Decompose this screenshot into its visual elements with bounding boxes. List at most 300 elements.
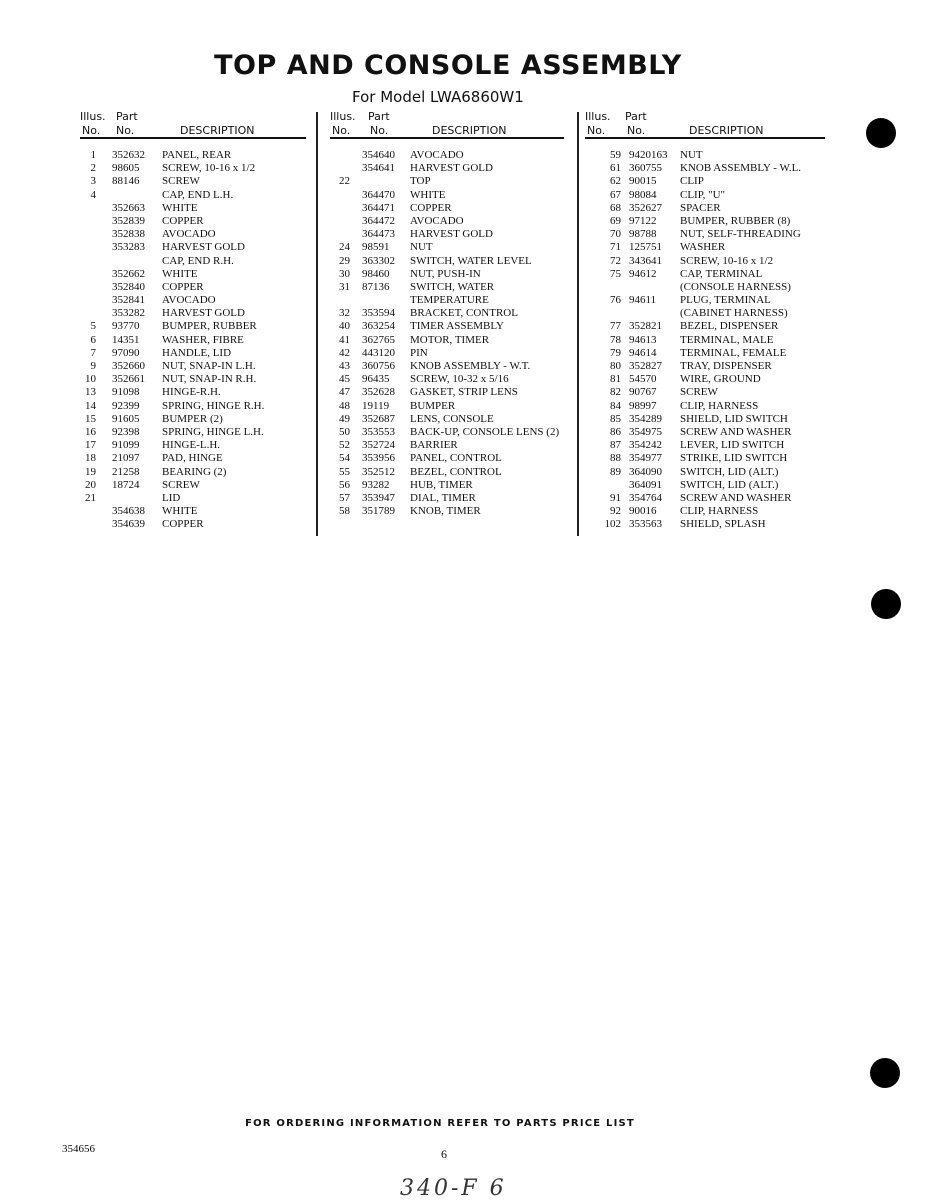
part-description: PAD, HINGE	[162, 452, 223, 465]
illus-number: 42	[339, 346, 350, 359]
part-row	[330, 189, 564, 202]
part-row	[330, 320, 564, 333]
part-row	[585, 294, 825, 307]
part-number: 443120	[362, 346, 395, 359]
illus-number: 76	[610, 294, 621, 307]
part-number: 351789	[362, 505, 395, 518]
part-row	[585, 400, 825, 413]
part-description: HANDLE, LID	[162, 346, 232, 359]
part-number: 18724	[112, 478, 140, 491]
column-divider	[316, 112, 318, 536]
part-row	[80, 386, 306, 399]
illus-number: 13	[85, 386, 96, 399]
parts-list	[330, 149, 564, 518]
part-row	[585, 149, 825, 162]
part-number: 14351	[112, 333, 140, 346]
part-row	[80, 215, 306, 228]
column-header	[585, 108, 825, 140]
part-description: SWITCH, WATER LEVEL	[410, 254, 532, 267]
illus-number: 89	[610, 465, 621, 478]
illus-number: 10	[85, 373, 96, 386]
illus-number: 80	[610, 360, 621, 372]
part-row	[330, 492, 564, 505]
illus-number: 52	[339, 439, 350, 452]
header-illus-label: Illus.	[585, 110, 611, 123]
part-number: 54570	[629, 373, 657, 386]
part-description: CAP, END L.H.	[162, 188, 234, 201]
illus-number: 21	[85, 491, 96, 504]
part-description: SPACER	[680, 201, 721, 214]
part-row	[585, 241, 825, 254]
part-description: LEVER, LID SWITCH	[680, 439, 785, 452]
part-number: 364091	[629, 478, 662, 491]
illus-number: 68	[610, 201, 621, 214]
part-description: COPPER	[162, 280, 204, 293]
part-row	[585, 452, 825, 465]
part-row	[80, 452, 306, 465]
part-description: TERMINAL, FEMALE	[680, 346, 787, 359]
part-row	[330, 281, 564, 294]
part-number: 343641	[629, 254, 662, 267]
part-number: 364470	[362, 188, 395, 201]
part-number: 21097	[112, 452, 140, 465]
part-description: TEMPERATURE	[410, 294, 489, 307]
illus-number: 14	[85, 399, 96, 412]
part-number: 354764	[629, 491, 662, 504]
part-number: 353594	[362, 307, 395, 320]
part-description: SCREW	[680, 386, 718, 399]
illus-number: 92	[610, 505, 621, 518]
part-number: 353553	[362, 425, 395, 438]
part-number: 96435	[362, 373, 390, 386]
part-number: 98460	[362, 267, 390, 280]
part-number: 94612	[629, 267, 657, 280]
part-row	[80, 320, 306, 333]
illus-number: 18	[85, 452, 96, 465]
part-row	[585, 518, 825, 531]
part-number: 91098	[112, 386, 140, 399]
part-number: 93282	[362, 478, 390, 491]
part-number: 352724	[362, 439, 395, 452]
part-description: HARVEST GOLD	[162, 307, 245, 320]
part-row	[80, 255, 306, 268]
header-part-no-label: No.	[116, 124, 135, 137]
part-row	[80, 241, 306, 254]
part-row	[585, 492, 825, 505]
illus-number: 24	[339, 241, 350, 254]
part-number: 352663	[112, 201, 145, 214]
part-description: AVOCADO	[410, 214, 464, 227]
illus-number: 22	[339, 175, 350, 188]
header-illus-label: Illus.	[80, 110, 106, 123]
part-row	[330, 215, 564, 228]
part-description: SCREW AND WASHER	[680, 491, 792, 504]
part-description: SWITCH, LID (ALT.)	[680, 478, 779, 491]
part-description: WHITE	[410, 188, 446, 201]
part-row	[585, 215, 825, 228]
header-part-label: Part	[368, 110, 390, 123]
part-row	[80, 307, 306, 320]
ordering-note: FOR ORDERING INFORMATION REFER TO PARTS PRICE LIST	[245, 1118, 635, 1129]
part-row	[585, 189, 825, 202]
part-description: PLUG, TERMINAL	[680, 294, 771, 307]
part-row	[80, 347, 306, 360]
part-row	[330, 505, 564, 518]
part-row	[585, 307, 825, 320]
illus-number: 20	[85, 478, 96, 491]
parts-list	[585, 149, 825, 531]
part-row	[585, 320, 825, 333]
binder-hole	[871, 589, 901, 619]
part-row	[80, 413, 306, 426]
part-row	[330, 413, 564, 426]
part-row	[585, 413, 825, 426]
part-number: 98997	[629, 399, 657, 412]
part-description: HARVEST GOLD	[410, 162, 493, 175]
parts-column-3	[585, 108, 825, 531]
part-description: BARRIER	[410, 439, 458, 452]
illus-number: 49	[339, 412, 350, 425]
illus-number: 91	[610, 491, 621, 504]
part-description: TIMER ASSEMBLY	[410, 320, 504, 333]
part-description: LENS, CONSOLE	[410, 412, 494, 425]
part-number: 363302	[362, 254, 395, 267]
illus-number: 69	[610, 214, 621, 227]
header-part-no-label: No.	[627, 124, 646, 137]
header-part-label: Part	[116, 110, 138, 123]
part-number: 352821	[629, 320, 662, 333]
part-description: AVOCADO	[162, 294, 216, 307]
part-number: 94613	[629, 333, 657, 346]
illus-number: 75	[610, 267, 621, 280]
part-number: 92399	[112, 399, 140, 412]
part-row	[80, 466, 306, 479]
part-description: COPPER	[410, 201, 452, 214]
part-description: SHIELD, SPLASH	[680, 518, 766, 531]
part-description: KNOB ASSEMBLY - W.T.	[410, 360, 531, 372]
parts-list	[80, 149, 306, 531]
part-number: 21258	[112, 465, 140, 478]
illus-number: 19	[85, 465, 96, 478]
binder-hole	[866, 118, 896, 148]
part-row	[330, 294, 564, 307]
part-description: WHITE	[162, 267, 198, 280]
part-row	[80, 360, 306, 373]
part-row	[330, 175, 564, 188]
part-row	[330, 347, 564, 360]
illus-number: 50	[339, 425, 350, 438]
part-row	[330, 255, 564, 268]
part-row	[585, 281, 825, 294]
column-header	[330, 108, 564, 140]
part-description: NUT, SNAP-IN R.H.	[162, 373, 257, 386]
part-description: WASHER	[680, 241, 726, 254]
part-description: SCREW, 10-32 x 5/16	[410, 373, 509, 386]
page-number: 6	[441, 1147, 447, 1161]
part-number: 19119	[362, 399, 390, 412]
illus-number: 55	[339, 465, 350, 478]
part-description: HARVEST GOLD	[162, 241, 245, 254]
part-number: 125751	[629, 241, 662, 254]
part-description: COPPER	[162, 518, 204, 531]
part-number: 91099	[112, 439, 140, 452]
part-number: 363254	[362, 320, 395, 333]
part-description: GASKET, STRIP LENS	[410, 386, 518, 399]
part-row	[330, 466, 564, 479]
part-number: 354289	[629, 412, 662, 425]
illus-number: 84	[610, 399, 621, 412]
part-description: SCREW	[162, 478, 200, 491]
part-row	[585, 202, 825, 215]
illus-number: 78	[610, 333, 621, 346]
part-number: 360756	[362, 360, 395, 372]
header-illus-no-label: No.	[332, 124, 351, 137]
part-number: 88146	[112, 175, 140, 188]
illus-number: 4	[90, 188, 96, 201]
part-description: WIRE, GROUND	[680, 373, 761, 386]
part-description: CLIP, HARNESS	[680, 399, 759, 412]
part-row	[330, 268, 564, 281]
illus-number: 9	[90, 360, 96, 372]
part-number: 354640	[362, 149, 395, 161]
header-illus-no-label: No.	[587, 124, 606, 137]
model-subtitle: For Model LWA6860W1	[352, 88, 524, 106]
illus-number: 6	[90, 333, 96, 346]
part-row	[330, 373, 564, 386]
illus-number: 15	[85, 412, 96, 425]
part-number: 98084	[629, 188, 657, 201]
part-description: SCREW, 10-16 x 1/2	[680, 254, 774, 267]
part-row	[80, 149, 306, 162]
part-description: HUB, TIMER	[410, 478, 473, 491]
illus-number: 31	[339, 280, 350, 293]
part-number: 364473	[362, 228, 395, 241]
part-row	[330, 162, 564, 175]
part-description: NUT, SELF-THREADING	[680, 228, 801, 241]
illus-number: 2	[90, 162, 96, 175]
part-row	[585, 479, 825, 492]
part-row	[80, 505, 306, 518]
illus-number: 87	[610, 439, 621, 452]
part-description: BEARING (2)	[162, 465, 227, 478]
part-description: (CABINET HARNESS)	[680, 307, 788, 320]
illus-number: 16	[85, 425, 96, 438]
part-number: 98788	[629, 228, 657, 241]
part-row	[330, 426, 564, 439]
part-description: AVOCADO	[410, 149, 464, 161]
part-description: SCREW AND WASHER	[680, 425, 792, 438]
illus-number: 67	[610, 188, 621, 201]
part-number: 353282	[112, 307, 145, 320]
part-number: 352661	[112, 373, 145, 386]
part-row	[585, 162, 825, 175]
part-number: 352512	[362, 465, 395, 478]
header-part-label: Part	[625, 110, 647, 123]
part-description: SCREW	[162, 175, 200, 188]
part-number: 353947	[362, 491, 395, 504]
illus-number: 45	[339, 373, 350, 386]
illus-number: 71	[610, 241, 621, 254]
part-number: 352660	[112, 360, 145, 372]
part-number: 352841	[112, 294, 145, 307]
part-number: 353956	[362, 452, 395, 465]
part-number: 352840	[112, 280, 145, 293]
part-description: AVOCADO	[162, 228, 216, 241]
part-number: 94611	[629, 294, 657, 307]
part-description: WHITE	[162, 201, 198, 214]
page-title: TOP AND CONSOLE ASSEMBLY	[214, 50, 682, 81]
part-description: CLIP	[680, 175, 704, 188]
part-row	[80, 202, 306, 215]
part-description: TRAY, DISPENSER	[680, 360, 772, 372]
part-row	[80, 294, 306, 307]
part-description: SWITCH, LID (ALT.)	[680, 465, 779, 478]
part-description: CLIP, "U"	[680, 188, 726, 201]
illus-number: 54	[339, 452, 350, 465]
illus-number: 41	[339, 333, 350, 346]
part-description: HARVEST GOLD	[410, 228, 493, 241]
part-number: 98591	[362, 241, 390, 254]
illus-number: 81	[610, 373, 621, 386]
illus-number: 77	[610, 320, 621, 333]
part-description: LID	[162, 491, 181, 504]
column-divider	[577, 112, 579, 536]
binder-hole	[870, 1058, 900, 1088]
parts-column-2	[330, 108, 564, 518]
part-description: NUT	[410, 241, 433, 254]
part-row	[80, 400, 306, 413]
part-number: 362765	[362, 333, 395, 346]
part-row	[80, 268, 306, 281]
part-number: 364471	[362, 201, 395, 214]
part-row	[80, 228, 306, 241]
part-row	[330, 400, 564, 413]
column-header	[80, 108, 306, 140]
part-number: 90016	[629, 505, 657, 518]
part-row	[330, 228, 564, 241]
part-description: BUMPER, RUBBER	[162, 320, 257, 333]
part-description: SHIELD, LID SWITCH	[680, 412, 788, 425]
part-description: SWITCH, WATER	[410, 280, 495, 293]
part-number: 364472	[362, 214, 395, 227]
part-number: 87136	[362, 280, 390, 293]
part-description: WASHER, FIBRE	[162, 333, 244, 346]
part-row	[330, 452, 564, 465]
illus-number: 57	[339, 491, 350, 504]
part-row	[585, 439, 825, 452]
part-row	[330, 149, 564, 162]
part-description: TOP	[410, 175, 431, 188]
part-number: 98605	[112, 162, 140, 175]
part-row	[80, 281, 306, 294]
header-rule	[330, 137, 564, 139]
part-number: 354638	[112, 505, 145, 518]
part-row	[330, 479, 564, 492]
part-description: HINGE-L.H.	[162, 439, 221, 452]
parts-column-1	[80, 108, 306, 531]
part-row	[585, 255, 825, 268]
part-row	[80, 162, 306, 175]
header-illus-no-label: No.	[82, 124, 101, 137]
part-number: 352687	[362, 412, 395, 425]
part-description: WHITE	[162, 505, 198, 518]
part-description: SCREW, 10-16 x 1/2	[162, 162, 256, 175]
part-row	[585, 373, 825, 386]
part-description: TERMINAL, MALE	[680, 333, 774, 346]
part-number: 353563	[629, 518, 662, 531]
part-number: 354639	[112, 518, 145, 531]
part-description: NUT	[680, 149, 703, 161]
illus-number: 5	[90, 320, 96, 333]
part-row	[585, 386, 825, 399]
header-rule	[80, 137, 306, 139]
illus-number: 102	[604, 518, 621, 531]
part-row	[585, 334, 825, 347]
part-row	[585, 360, 825, 373]
header-part-no-label: No.	[370, 124, 389, 137]
part-number: 352839	[112, 214, 145, 227]
part-number: 91605	[112, 412, 140, 425]
illus-number: 82	[610, 386, 621, 399]
part-description: CLIP, HARNESS	[680, 505, 759, 518]
handwritten-note: 340-F 6	[400, 1176, 507, 1201]
part-description: (CONSOLE HARNESS)	[680, 280, 791, 293]
part-description: BEZEL, DISPENSER	[680, 320, 779, 333]
part-description: STRIKE, LID SWITCH	[680, 452, 788, 465]
header-illus-label: Illus.	[330, 110, 356, 123]
part-row	[330, 386, 564, 399]
illus-number: 86	[610, 425, 621, 438]
part-number: 97122	[629, 214, 657, 227]
part-row	[330, 202, 564, 215]
illus-number: 72	[610, 254, 621, 267]
part-description: KNOB, TIMER	[410, 505, 481, 518]
part-row	[330, 307, 564, 320]
part-number: 364090	[629, 465, 662, 478]
header-description-label: DESCRIPTION	[180, 124, 255, 137]
part-number: 353283	[112, 241, 145, 254]
illus-number: 32	[339, 307, 350, 320]
part-number: 94614	[629, 346, 657, 359]
part-description: BRACKET, CONTROL	[410, 307, 518, 320]
illus-number: 43	[339, 360, 350, 372]
part-row	[585, 426, 825, 439]
illus-number: 88	[610, 452, 621, 465]
illus-number: 56	[339, 478, 350, 491]
part-description: MOTOR, TIMER	[410, 333, 490, 346]
part-number: 97090	[112, 346, 140, 359]
document-number: 354656	[62, 1143, 95, 1155]
part-number: 9420163	[629, 149, 668, 161]
part-description: BUMPER (2)	[162, 412, 223, 425]
part-number: 93770	[112, 320, 140, 333]
header-description-label: DESCRIPTION	[689, 124, 764, 137]
part-description: SPRING, HINGE L.H.	[162, 425, 264, 438]
part-number: 352662	[112, 267, 145, 280]
illus-number: 48	[339, 399, 350, 412]
part-row	[80, 189, 306, 202]
part-number: 352628	[362, 386, 395, 399]
part-description: PANEL, REAR	[162, 149, 232, 161]
header-rule	[585, 137, 825, 139]
part-row	[80, 175, 306, 188]
illus-number: 58	[339, 505, 350, 518]
part-row	[585, 466, 825, 479]
part-number: 352632	[112, 149, 145, 161]
part-description: SPRING, HINGE R.H.	[162, 399, 265, 412]
header-description-label: DESCRIPTION	[432, 124, 507, 137]
part-number: 354975	[629, 425, 662, 438]
